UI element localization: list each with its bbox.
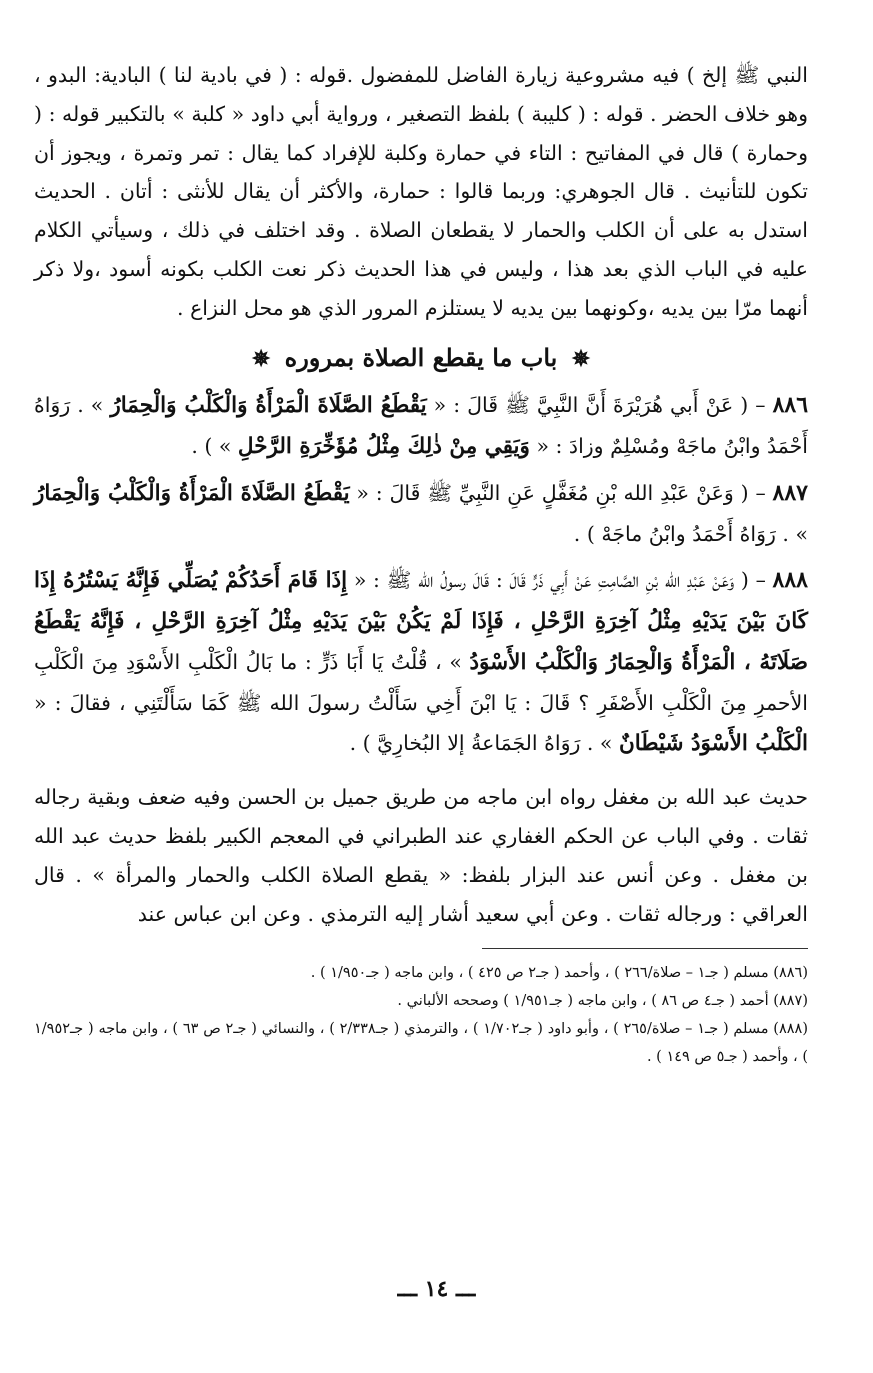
intro-line: نعت الكلب بكونه أسود ،ولا ذكر أنهما مرّا بين يديه ،وكونهما بين يديه لا يستلزم المرور — [34, 256, 808, 320]
intro-line: تمر وتمرة ، ويجوز أن تكون للتأنيث . قال الجوهري: وربما قالوا : حمارة، والأكثر أن يقال — [34, 140, 808, 204]
hadith-quote: يَقْطَعُ الصَّلَاةَ الْمَرْأَةُ وَالْكَلْبُ وَالْحِمَارُ — [34, 480, 350, 506]
footnote-divider — [482, 948, 808, 949]
commentary-line: عبد الله بن مغفل . وعن أنس عند البزار بلفظ: « يقطع الصلاة الكلب والحمار والمرأة » . — [34, 823, 808, 887]
hadith-text: » . رَوَاهُ أَحْمَدُ وابْنُ ماجَهْ ) . — [573, 521, 808, 546]
hadith-quote: يَقْطَعُ الصَّلَاةَ الْمَرْأَةُ وَالْكَلْبُ وَالْحِمَارُ — [110, 392, 427, 418]
hadith-quote: إِذَا قَامَ أَحَدُكُمْ يُصَلِّي فَإِنَّهُ يَسْتُرُهُ إِذَا كَانَ بَيْنَ يَدَيْهِ مِثْلُ آخِرَةِ الرَّحْلِ ، فَإِذَا لَمْ يَكُنْ بَيْنَ يَدَيْهِ مِثْلُ آخِرَةِ الرَّحْلِ ، فَإِنَّهُ يَقْطَعُ صَلَاتَهُ ، الْمَرْأَةُ وَالْحِمَارُ وَالْكَلْبُ الأَسْوَدُ — [34, 567, 808, 675]
footnotes — [34, 959, 808, 1071]
hadith-text: – ( وَعَنْ عَبْدِ الله بْنِ الصَّامِتِ عَنْ أَبِي ذَرٍّ قَالَ : قَالَ رسولُ الله ﷺ : « — [347, 567, 773, 592]
intro-line: في ذلك ، وسيأتي الكلام عليه في الباب الذي بعد هذا ، وليس في هذا الحديث ذكر — [34, 218, 808, 281]
footnote-886: (٨٨٦) مسلم ( جـ١ – صلاة/٢٦٦ ) ، وأحمد ( جـ٢ ص ٤٢٥ ) ، وابن ماجه ( جـ١/٩٥٠ ) . — [310, 964, 808, 981]
hadith-887 — [34, 473, 808, 554]
chapter-heading — [34, 338, 808, 379]
page-number: ـــ ١٤ ـــ — [397, 1276, 476, 1302]
intro-line: البدو ، وهو خلاف الحضر . قوله : ( كليبة ) بلفظ التصغير ، ورواية أبي داود « كلبة » — [34, 63, 808, 126]
hadith-number: ٨٨٦ — [772, 391, 809, 418]
hadith-text: » ) . — [191, 433, 238, 458]
chapter-title: باب ما يقطع الصلاة بمروره — [284, 342, 558, 372]
hadith-text: – ( عَنْ أَبي هُرَيْرَةَ أَنَّ النَّبِيَّ ﷺ قَالَ : « — [426, 392, 773, 417]
hadith-text: – ( وَعَنْ عَبْدِ الله بْنِ مُغَفَّلٍ عَنِ النَّبِيِّ ﷺ قَالَ : « — [349, 480, 773, 505]
commentary-line: حديث عبد الله بن مغفل رواه ابن ماجه من طريق جميل بن الحسن وفيه ضعف وبقية — [87, 784, 808, 809]
intro-line: بالتكبير قوله : ( وحمارة ) قال في المفاتيح : التاء في حمارة وكلبة للإفراد كما يقال : — [34, 101, 808, 165]
hadith-quote: وَيَقِي مِنْ ذٰلِكَ مِثْلُ مُؤَخِّرَةِ الرَّحْلِ — [237, 433, 530, 459]
commentary-line: قال العراقي : ورجاله ثقات . وعن أبي سعيد أشار إليه الترمذي . وعن ابن عباس عند — [34, 862, 808, 926]
hadith-quote: الْكَلْبُ الأَسْوَدُ شَيْطَانٌ — [618, 730, 808, 756]
hadith-text: » ، قُلْتُ يَا أَبَا ذَرٍّ : ما بَالُ الْكَلْبِ الأَسْوَدِ مِنَ الْكَلْبِ الأحمرِ مِنَ الْكَلْبِ الأَصْفَرِ ؟ قَالَ : يَا ابْنَ أَخِي سَأَلْتُ رسولَ الله ﷺ كَمَا سَأَلْتَنِي ، فقالَ : « — [34, 649, 808, 715]
hadith-888 — [34, 560, 808, 764]
hadith-number: ٨٨٨ — [772, 566, 808, 593]
footnote-887: (٨٨٧) أحمد ( جـ٤ ص ٨٦ ) ، وابن ماجه ( جـ١/٩٥١ ) وصححه الألباني . — [397, 992, 808, 1009]
intro-line: الذي هو محل النزاع . — [177, 295, 357, 320]
commentary-line: رجاله ثقات . وفي الباب عن الحكم الغفاري عند الطبراني في المعجم الكبير بلفظ حديث — [34, 784, 808, 848]
intro-line: للأنثى : أتان . الحديث استدل به على أن الكلب والحمار لا يقطعان الصلاة . وقد اختلف — [34, 179, 808, 243]
intro-paragraph — [34, 56, 808, 328]
hadith-886 — [34, 385, 808, 467]
page-body — [34, 56, 808, 1071]
hadith-text: » . رَوَاهُ أَحْمَدُ وابْنُ ماجَهْ ومُسْلِمٌ وزادَ : « — [34, 392, 808, 458]
footnote-888: (٨٨٨) مسلم ( جـ١ – صلاة/٢٦٥ ) ، وأبو داود ( جـ١/٧٠٢ ) ، والترمذي ( جـ٢/٣٣٨ ) ، والنسائي ( جـ٢ ص ٦٣ ) ، وابن ماجه ( جـ١/٩٥٢ ) ، وأحمد ( جـ٥ ص ١٤٩ ) . — [34, 1020, 808, 1065]
intro-line: النبي ﷺ إلخ ) فيه مشروعية زيارة الفاضل للمفضول .قوله : ( في بادية لنا ) البادية: — [94, 63, 808, 87]
star-ornament-icon: ✵ — [571, 345, 591, 372]
hadith-number: ٨٨٧ — [772, 479, 808, 506]
star-ornament-icon: ✵ — [251, 345, 271, 372]
commentary-paragraph — [34, 778, 808, 934]
hadith-text: » . رَوَاهُ الجَمَاعةُ إلا البُخارِيَّ ) . — [349, 730, 619, 755]
